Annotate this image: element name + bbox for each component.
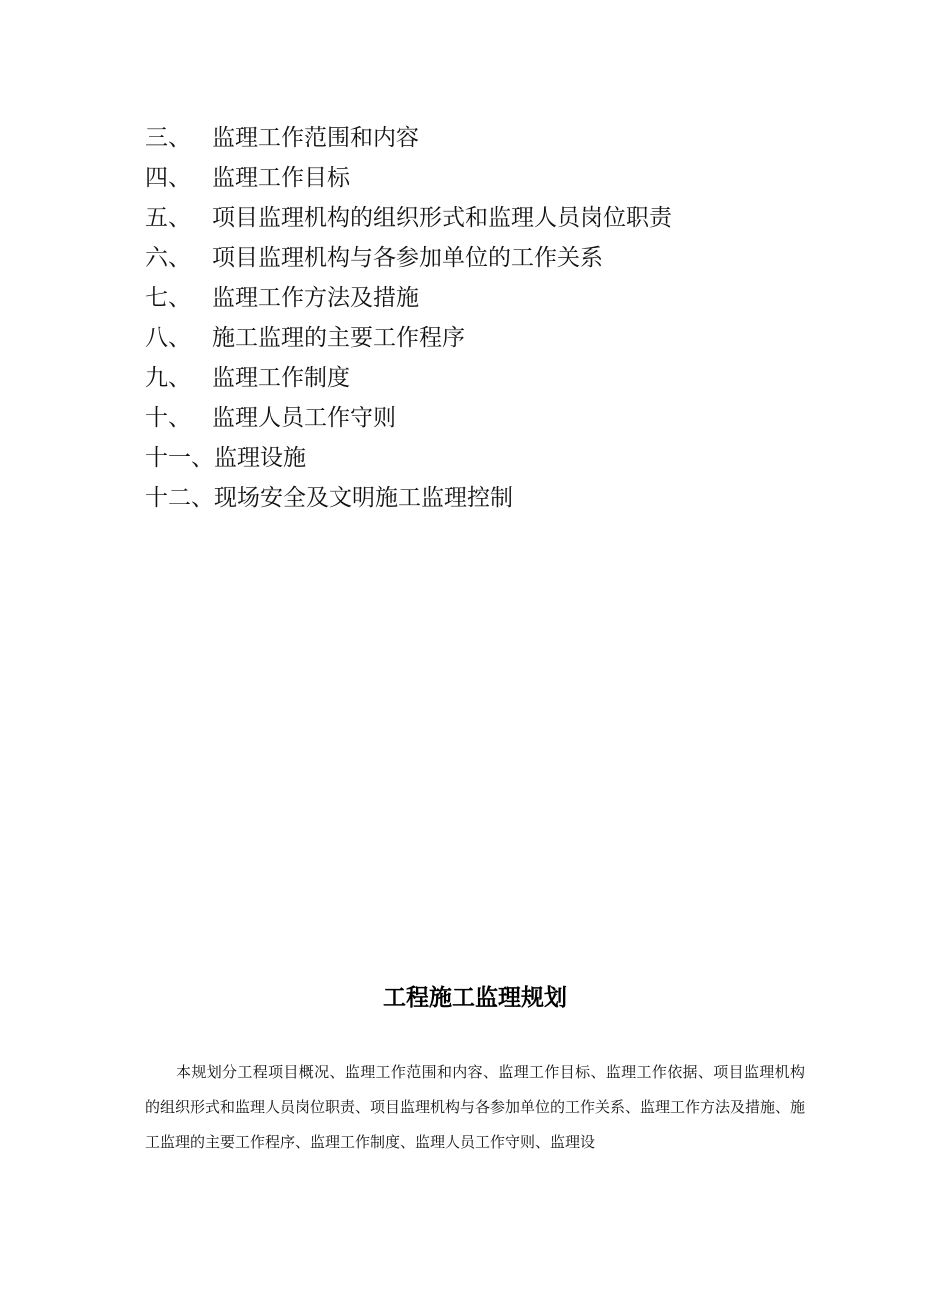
toc-item-number: 九、 bbox=[145, 365, 191, 391]
toc-item-number: 十一、 bbox=[145, 445, 214, 471]
toc-item-text: 施工监理的主要工作程序 bbox=[212, 325, 465, 351]
table-of-contents bbox=[145, 118, 845, 518]
toc-item bbox=[145, 118, 845, 158]
toc-item bbox=[145, 238, 845, 278]
toc-item-number: 八、 bbox=[145, 325, 191, 351]
toc-item bbox=[145, 398, 845, 438]
toc-item bbox=[145, 358, 845, 398]
toc-item-number: 五、 bbox=[145, 205, 191, 231]
toc-item-number: 四、 bbox=[145, 165, 191, 191]
toc-item bbox=[145, 478, 845, 518]
toc-item-number: 七、 bbox=[145, 285, 191, 311]
document-title: 工程施工监理规划 bbox=[383, 985, 567, 1011]
toc-item-text: 监理工作目标 bbox=[212, 165, 350, 191]
toc-item-text: 项目监理机构的组织形式和监理人员岗位职责 bbox=[212, 205, 672, 231]
intro-paragraph: 本规划分工程项目概况、监理工作范围和内容、监理工作目标、监理工作依据、项目监理机构的组织形式和监理人员岗位职责、项目监理机构与各参加单位的工作关系、监理工作方法及措施、施工监理的主要工作程序、监理工作制度、监理人员工作守则、监理设 bbox=[145, 1063, 806, 1151]
toc-item-text: 监理工作范围和内容 bbox=[212, 125, 419, 151]
toc-item-text: 监理工作制度 bbox=[212, 365, 350, 391]
toc-item-number: 十二、 bbox=[145, 485, 214, 511]
toc-item bbox=[145, 438, 845, 478]
toc-item-text: 监理设施 bbox=[214, 445, 306, 471]
toc-item-number: 三、 bbox=[145, 125, 191, 151]
toc-item-number: 十、 bbox=[145, 405, 191, 431]
toc-item-text: 项目监理机构与各参加单位的工作关系 bbox=[212, 245, 603, 271]
toc-item-number: 六、 bbox=[145, 245, 191, 271]
toc-item-text: 监理人员工作守则 bbox=[212, 405, 396, 431]
toc-item bbox=[145, 198, 845, 238]
toc-item-text: 现场安全及文明施工监理控制 bbox=[214, 485, 513, 511]
toc-item-text: 监理工作方法及措施 bbox=[212, 285, 419, 311]
toc-item bbox=[145, 278, 845, 318]
toc-item bbox=[145, 158, 845, 198]
toc-item bbox=[145, 318, 845, 358]
